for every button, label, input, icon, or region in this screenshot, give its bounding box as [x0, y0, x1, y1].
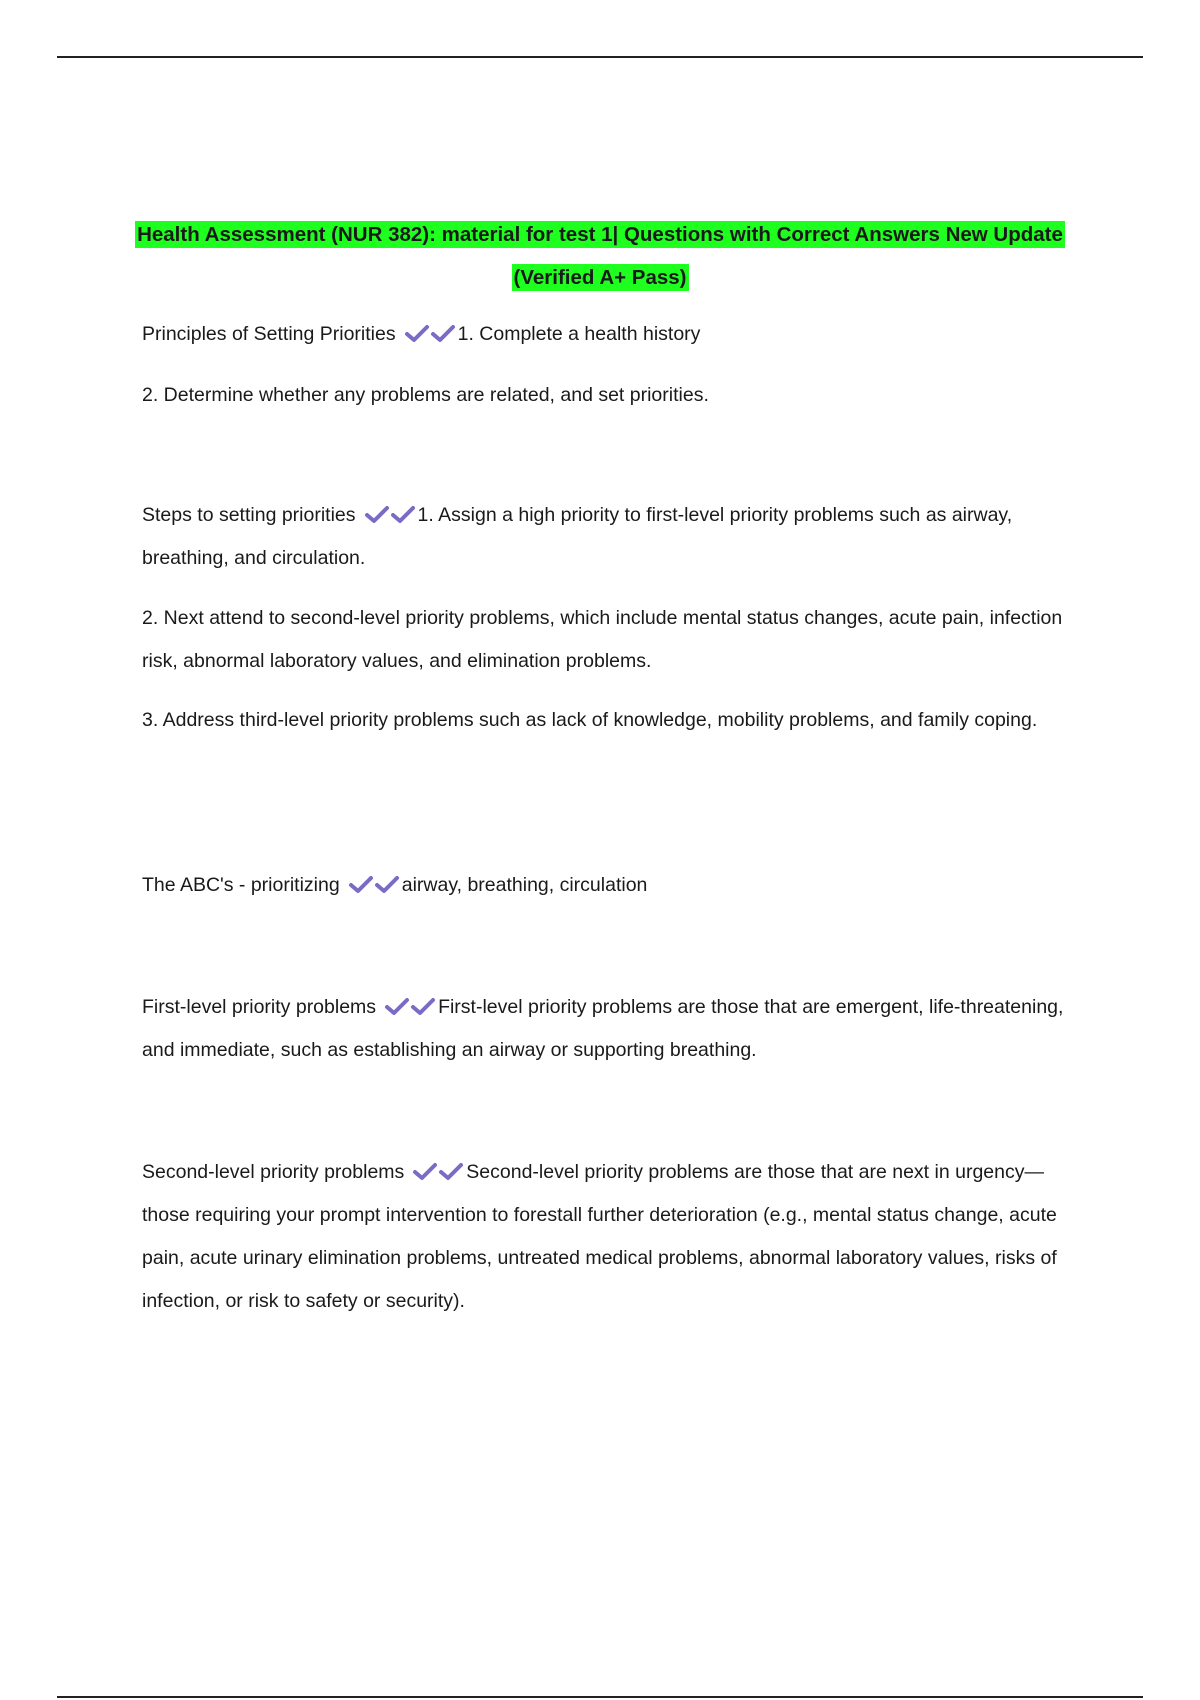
answer-text: airway, breathing, circulation [401, 874, 648, 896]
term-text: First-level priority problems [142, 996, 377, 1018]
double-check-icon [384, 996, 436, 1018]
answer-text: First-level priority problems are those that are emergent, life-threatening, and immediate, such as establishing an airway or supporting breathing. [142, 996, 1064, 1061]
qa-entry-abcs [142, 864, 1072, 907]
qa-entry-second-level [142, 1151, 1072, 1323]
double-check-icon [404, 323, 456, 345]
document-title [130, 213, 1070, 299]
answer-text: 1. Assign a high priority to first-level priority problems such as airway, breathing, and circulation. [142, 504, 1013, 569]
double-check-icon [348, 874, 400, 896]
term-text: Principles of Setting Priorities [142, 323, 396, 345]
answer-continuation: 2. Next attend to second-level priority problems, which include mental status changes, acute pain, infection risk, abnormal laboratory values, and elimination problems. [142, 607, 1063, 672]
double-check-icon [364, 504, 416, 526]
title-highlight: Health Assessment (NUR 382): material for test 1| Questions with Correct Answers New Update (Verified A+ Pass) [137, 223, 1063, 289]
answer-text: Second-level priority problems are those that are next in urgency—those requiring your prompt intervention to forestall further deterioration (e.g., mental status change, acute pain, acute urinary elimination problems, untreated medical problems, abnormal laboratory values, risks of infection, or risk to safety or security). [142, 1161, 1057, 1312]
header-rule [57, 56, 1143, 58]
check-icon [430, 323, 456, 343]
check-icon [438, 1161, 464, 1181]
qa-entry-principles [142, 313, 1072, 356]
qa-entry-first-level [142, 986, 1072, 1072]
check-icon [384, 996, 410, 1016]
term-text: The ABC's - prioritizing [142, 874, 340, 896]
check-icon [348, 874, 374, 894]
check-icon [404, 323, 430, 343]
check-icon [364, 504, 390, 524]
answer-continuation: 3. Address third-level priority problems such as lack of knowledge, mobility problems, and family coping. [142, 709, 1038, 731]
qa-entry-steps [142, 494, 1072, 580]
footer-rule [57, 1696, 1143, 1698]
check-icon [390, 504, 416, 524]
term-text: Second-level priority problems [142, 1161, 405, 1183]
check-icon [412, 1161, 438, 1181]
check-icon [374, 874, 400, 894]
answer-text: 1. Complete a health history [457, 323, 701, 345]
check-icon [410, 996, 436, 1016]
answer-continuation: 2. Determine whether any problems are related, and set priorities. [142, 384, 709, 406]
term-text: Steps to setting priorities [142, 504, 356, 526]
double-check-icon [412, 1161, 464, 1183]
